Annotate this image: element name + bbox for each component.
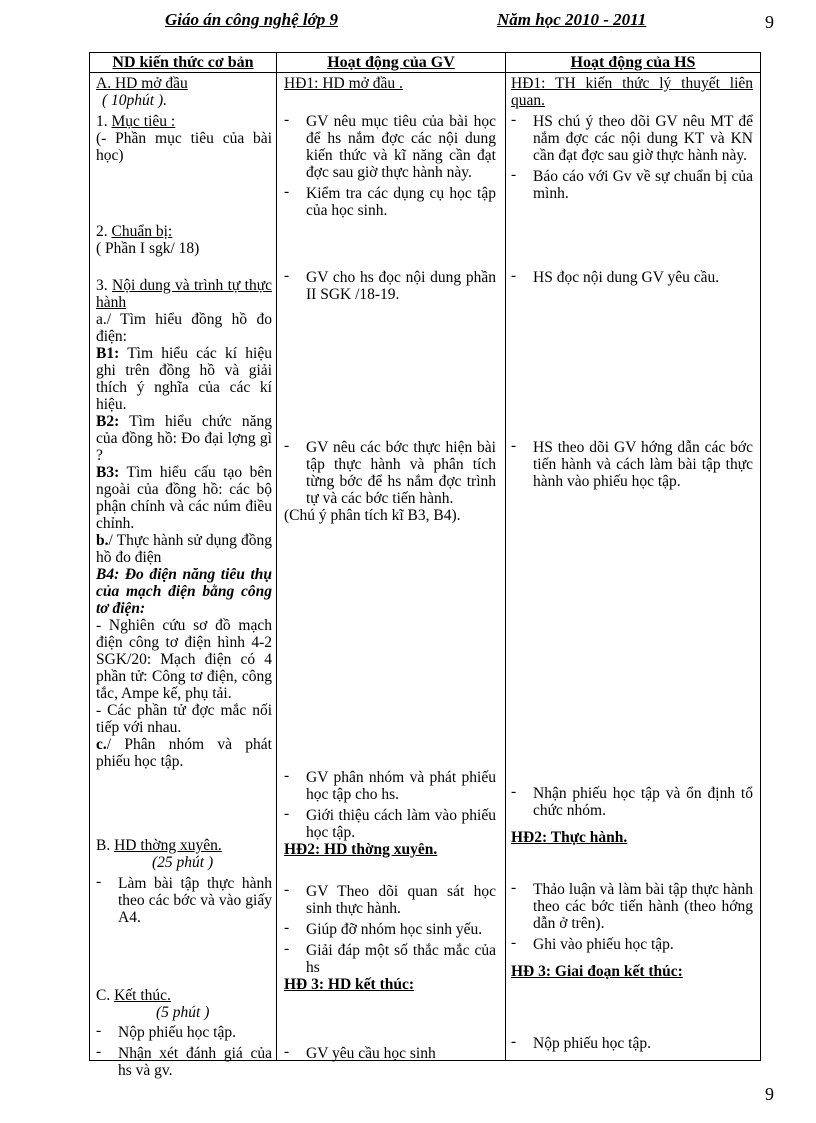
teacher-item [284,942,496,976]
section-b-time: (25 phút ) [152,854,214,871]
teacher-item-text: GV nêu các bớc thực hiện bài tập thực hành và phân tích từng bớc để hs nắm đợc trình tự và các bớc tiến hành. [306,439,496,507]
step-b4: B4: Đo điện năng tiêu thụ của mạch điện bằng công tơ điện: [96,566,272,617]
student-item-text: Nộp phiếu học tập. [533,1035,651,1052]
part-b-text: / Thực hành sử dụng đồng hồ đo điện [96,532,272,566]
bullet-dash: - [96,1022,102,1039]
column-header-knowledge: ND kiến thức cơ bản [112,54,254,71]
bullet-dash: - [284,767,290,784]
header-school-year: Năm học 2010 - 2011 [497,10,647,29]
objective-number: 1. [96,113,108,130]
bullet-dash: - [284,805,290,822]
bullet-dash: - [284,919,290,936]
procedure-heading [96,277,272,311]
teacher-item [284,1045,496,1062]
column-header-student: Hoạt động của HS [570,54,696,71]
teacher-item [284,883,496,917]
student-item [511,785,753,819]
section-c-time: (5 phút ) [156,1004,210,1021]
step-b1-text: Tìm hiểu các kí hiệu ghi trên đồng hồ và giải thích ý nghĩa của các kí hiệu. [96,345,272,413]
student-item-text: HS chú ý theo dõi GV nêu MT để nắm đợc các nội dung KT và KN cần đạt đợc sau giờ thực hành này. [533,113,753,164]
teacher-item-text: GV Theo dõi quan sát học sinh thực hành. [306,883,496,917]
part-a-text: a./ Tìm hiểu đồng hồ đo điện: [96,311,272,345]
student-hd1: HĐ1: TH kiến thức lý thuyết liên quan. [511,75,753,109]
bullet-dash: - [511,166,517,183]
student-hd3: HĐ 3: Giai đoạn kết thúc: [511,963,683,980]
teacher-hd2-text: HĐ2: HD thờng xuyên. [284,841,438,858]
section-b-prefix: B. [96,837,111,854]
objective-heading [96,113,272,130]
section-b-heading [96,837,272,854]
teacher-item-text: Giới thiệu cách làm vào phiếu học tập. [306,807,496,841]
bullet-dash: - [284,1043,290,1060]
bullet-dash: - [511,1033,517,1050]
teacher-item [284,269,496,303]
bullet-dash: - [96,873,102,890]
bullet-dash: - [511,437,517,454]
step-b3-label: B3: [96,464,120,481]
section-c-item-2 [96,1045,272,1079]
header-left-title: Giáo án công nghệ lớp 9 [165,10,339,29]
teacher-item [284,807,496,841]
section-c-title: Kết thúc. [114,987,171,1004]
student-item [511,936,753,953]
part-c-text: / Phân nhóm và phát phiếu học tập. [96,736,272,770]
teacher-item-text: Giúp đỡ nhóm học sinh yếu. [306,921,483,938]
step-b4-item-2: - Các phần tử đợc mắc nối tiếp với nhau. [96,702,272,736]
page-number-top: 9 [765,12,774,32]
teacher-item [284,185,496,219]
teacher-hd2 [284,841,496,858]
teacher-item-text: GV phân nhóm và phát phiếu học tập cho hs. [306,769,496,803]
part-b [96,532,272,566]
section-c-prefix: C. [96,987,111,1004]
student-hd2 [511,829,753,846]
bullet-dash: - [511,934,517,951]
step-b2-text: Tìm hiểu chức năng của đồng hồ: Đo đại lợng gì ? [96,413,272,464]
page-header [165,10,685,36]
bullet-dash: - [511,783,517,800]
student-item [511,168,753,202]
section-c-item-1-text: Nộp phiếu học tập. [118,1024,236,1041]
teacher-item [284,769,496,803]
section-b-title: HD thờng xuyên. [114,837,222,854]
column-header-teacher: Hoạt động của GV [327,54,455,71]
bullet-dash: - [284,267,290,284]
section-a-time: ( 10phút ). [102,92,168,109]
preparation-heading [96,223,272,240]
bullet-dash: - [284,940,290,957]
column-divider [505,53,506,1060]
step-b2 [96,413,272,464]
preparation-title: Chuẩn bị: [111,223,173,240]
bullet-dash: - [284,111,290,128]
lesson-table [89,52,761,1079]
teacher-hd1: HĐ1: HD mở đầu . [284,75,403,92]
step-b2-label: B2: [96,413,120,430]
step-b3 [96,464,272,532]
student-item-text: Nhận phiếu học tập và ổn định tổ chức nhóm. [533,785,753,819]
section-c-item-1 [96,1024,272,1041]
section-a-title [96,75,272,92]
preparation-text: ( Phần I sgk/ 18) [96,240,200,257]
teacher-item-text: GV cho hs đọc nội dung phần II SGK /18-19. [306,269,496,303]
teacher-item-text: GV nêu mục tiêu của bài học để hs nắm đợc các nội dung kiến thức và kĩ năng cần đạt đợc sau giờ thực hành này. [306,113,496,181]
teacher-note: (Chú ý phân tích kĩ B3, B4). [284,507,461,524]
teacher-item [284,113,496,181]
page-number-bottom: 9 [765,1084,774,1104]
bullet-dash: - [511,111,517,128]
bullet-dash: - [284,881,290,898]
teacher-item-text: Giải đáp một số thắc mắc của hs [306,942,496,976]
bullet-dash: - [96,1043,102,1060]
student-item-text: Báo cáo với Gv về sự chuẩn bị của mình. [533,168,753,202]
preparation-number: 2. [96,223,108,240]
student-item-text: HS theo dõi GV hớng dẫn các bớc tiến hành và cách làm bài tập thực hành vào phiếu học tập. [533,439,753,490]
section-c-item-2-text: Nhận xét đánh giá của hs và gv. [118,1045,272,1079]
teacher-item [284,921,496,938]
teacher-item-text: GV yêu cầu học sinh [306,1045,436,1062]
bullet-dash: - [511,267,517,284]
student-item-text: HS đọc nội dung GV yêu cầu. [533,269,720,286]
student-item [511,269,753,286]
section-b-item-text: Làm bài tập thực hành theo các bớc và vào giấy A4. [118,875,272,926]
bullet-dash: - [284,183,290,200]
procedure-number: 3. [96,277,108,294]
section-a-title-text: A. HD mở đầu [96,75,188,92]
step-b3-text: Tìm hiểu cấu tạo bên ngoài của đồng hồ: các bộ phận chính và các núm điều chỉnh. [96,464,272,532]
student-hd2-text: HĐ2: Thực hành. [511,829,628,846]
section-c-heading [96,987,272,1004]
column-divider [276,53,277,1060]
student-item [511,881,753,932]
section-b-item [96,875,272,926]
header-row-divider [90,72,760,73]
part-b-label: b. [96,532,109,549]
teacher-item-text: Kiểm tra các dụng cụ học tập của học sinh. [306,185,496,219]
procedure-title: Nội dung và trình tự thực hành [96,277,273,311]
step-b1 [96,345,272,413]
teacher-item [284,439,496,507]
student-item [511,439,753,490]
step-b4-item-1: - Nghiên cứu sơ đồ mạch điện công tơ điện hình 4-2 SGK/20: Mạch điện có 4 phần tử: Công tơ điện, công tắc, Ampe kế, phụ tải. [96,617,272,702]
part-c [96,736,272,770]
bullet-dash: - [284,437,290,454]
step-b1-label: B1: [96,345,120,362]
student-item-text: Thảo luận và làm bài tập thực hành theo các bớc tiến hành (theo hớng dẫn ở trên). [533,881,753,932]
teacher-hd3: HĐ 3: HD kết thúc: [284,976,415,993]
student-item-text: Ghi vào phiếu học tập. [533,936,674,953]
part-c-label: c. [96,736,107,753]
student-item [511,113,753,164]
objective-title: Mục tiêu : [111,113,176,130]
objective-text: (- Phần mục tiêu của bài học) [96,130,272,164]
bullet-dash: - [511,879,517,896]
student-item [511,1035,753,1052]
